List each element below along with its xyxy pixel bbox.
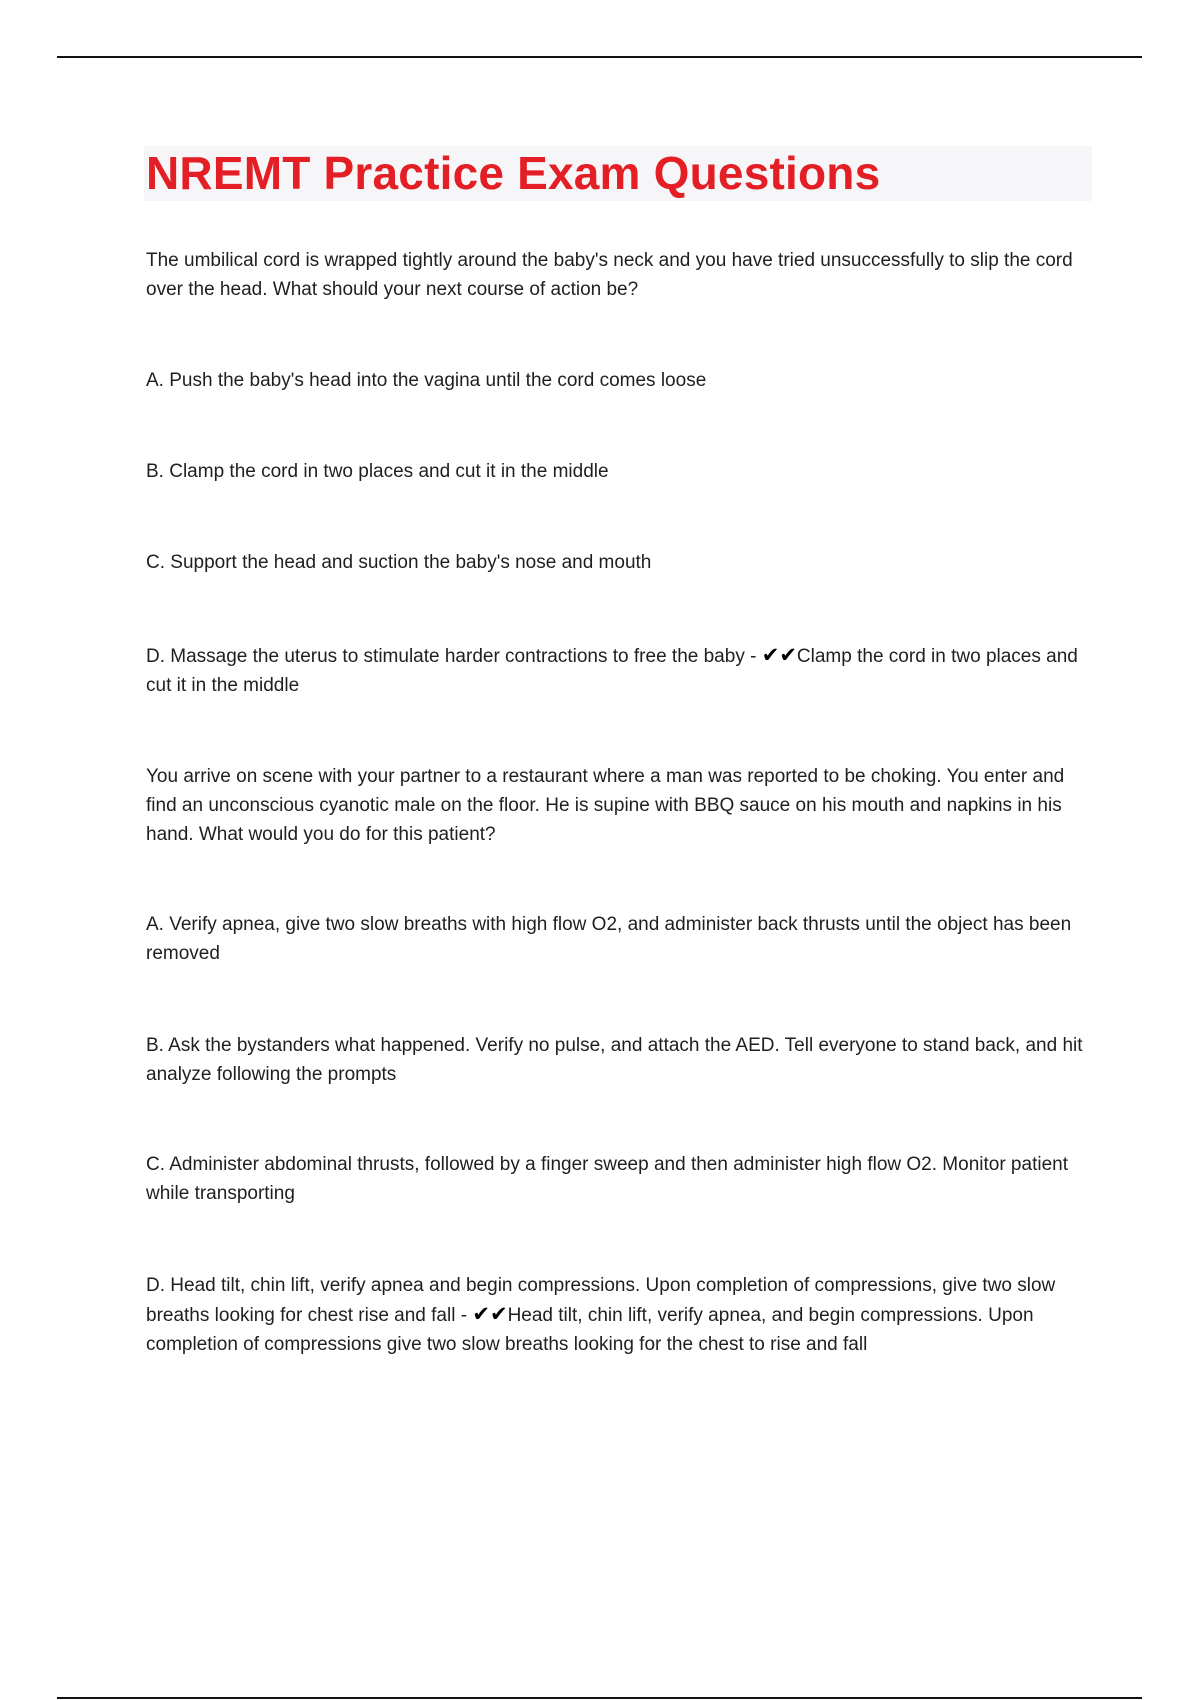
question-2-option-b: B. Ask the bystanders what happened. Verify no pulse, and attach the AED. Tell everyone to stand back, and hit analyze following the prompts <box>146 1035 1083 1085</box>
question-1-answer: Clamp the cord in two places and cut it in the middle <box>146 646 1078 696</box>
check-mark-icon: ✔ <box>761 643 780 667</box>
header-rule <box>57 56 1142 58</box>
question-1-option-c: C. Support the head and suction the baby's nose and mouth <box>146 552 652 573</box>
question-2-option-c: C. Administer abdominal thrusts, followed by a finger sweep and then administer high flow O2. Monitor patient while transporting <box>146 1154 1068 1204</box>
page-title: NREMT Practice Exam Questions <box>146 147 881 199</box>
check-mark-icon: ✔ <box>489 1302 508 1326</box>
question-1-option-d <box>146 641 1096 700</box>
question-1-option-b: B. Clamp the cord in two places and cut it in the middle <box>146 461 609 482</box>
question-1-option-d-text: D. Massage the uterus to stimulate harder contractions to free the baby - <box>146 646 757 667</box>
check-mark-icon: ✔ <box>472 1302 490 1326</box>
question-2-option-d <box>146 1271 1096 1359</box>
question-2-option-d-text: D. Head tilt, chin lift, verify apnea and begin compressions. Upon completion of compressions, give two slow breaths looking for chest rise and fall - <box>146 1275 1056 1326</box>
question-1-option-a: A. Push the baby's head into the vagina until the cord comes loose <box>146 370 707 391</box>
question-1-prompt: The umbilical cord is wrapped tightly around the baby's neck and you have tried unsuccessfully to slip the cord over the head. What should your next course of action be? <box>146 250 1073 300</box>
footer-rule <box>57 1697 1142 1699</box>
check-mark-icon: ✔ <box>779 643 797 667</box>
question-2-answer: Head tilt, chin lift, verify apnea, and begin compressions. Upon completion of compressions give two slow breaths looking for the chest to rise and fall <box>146 1305 1034 1355</box>
question-2-option-a: A. Verify apnea, give two slow breaths with high flow O2, and administer back thrusts until the object has been removed <box>146 914 1072 964</box>
question-2-prompt: You arrive on scene with your partner to a restaurant where a man was reported to be choking. You enter and find an unconscious cyanotic male on the floor. He is supine with BBQ sauce on his mouth and napkins in his hand. What would you do for this patient? <box>146 766 1065 845</box>
